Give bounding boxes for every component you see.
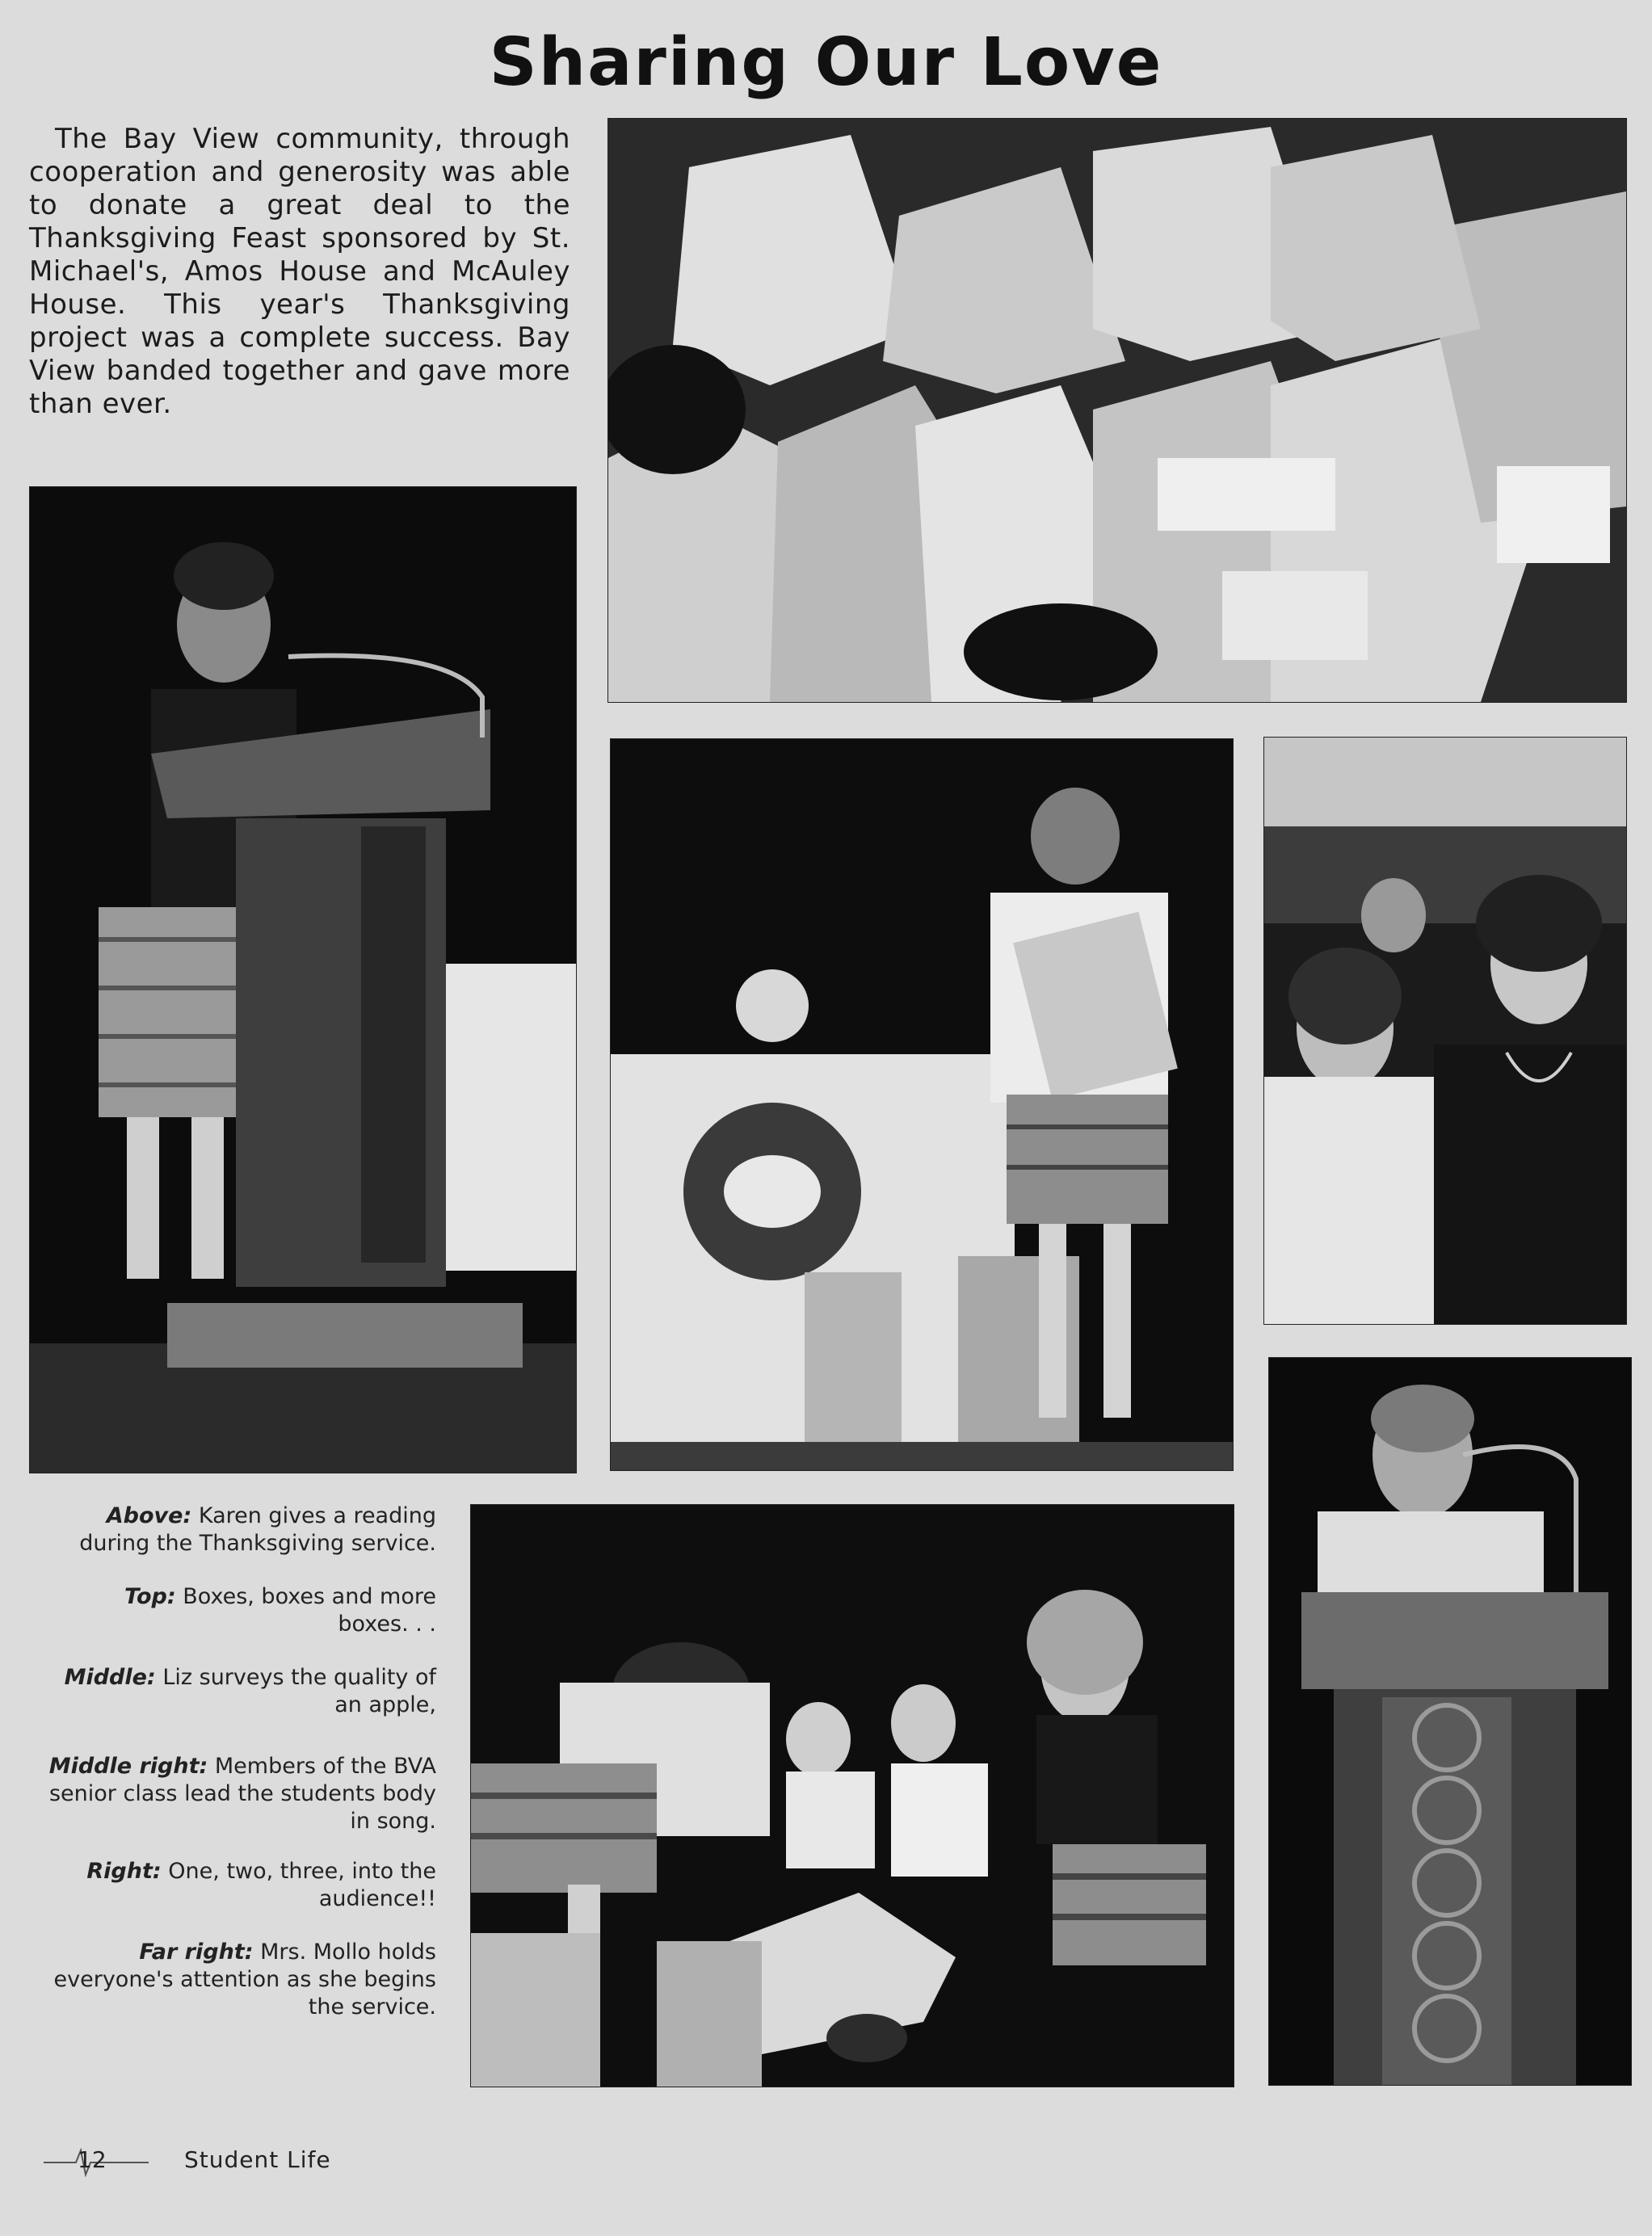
caption-above: Above: Karen gives a reading during the Thanksgiving service. bbox=[79, 1503, 436, 1556]
photo-donation-boxes bbox=[607, 118, 1627, 703]
section-name: Student Life bbox=[184, 2146, 331, 2173]
photo-liz-apple bbox=[610, 738, 1234, 1471]
caption-middle-right: Middle right: Members of the BVA senior class lead the students body in song. bbox=[48, 1754, 436, 1834]
photo-into-audience bbox=[470, 1504, 1234, 2087]
photo-karen-reading bbox=[29, 486, 577, 1473]
page-title: Sharing Our Love bbox=[489, 24, 1163, 101]
caption-right: Right: One, two, three, into the audience!! bbox=[86, 1859, 436, 1911]
intro-paragraph: The Bay View community, through cooperation and generosity was able to donate a great deal to the Thanksgiving Feast sponsored by St. Michael's, Amos House and McAuley House. This year's Thanksgiving project was a complete success. Bay View banded together and gave more than ever. bbox=[29, 123, 570, 420]
caption-top: Top: Boxes, boxes and more boxes. . . bbox=[124, 1584, 436, 1637]
page-number: 12 bbox=[78, 2146, 107, 2173]
photo-senior-class-song bbox=[1263, 737, 1627, 1325]
photo-mrs-mollo bbox=[1268, 1357, 1632, 2086]
caption-far-right: Far right: Mrs. Mollo holds everyone's attention as she begins the service. bbox=[53, 1940, 436, 2020]
caption-block bbox=[32, 1503, 436, 2036]
caption-middle: Middle: Liz surveys the quality of an apple, bbox=[64, 1665, 436, 1717]
